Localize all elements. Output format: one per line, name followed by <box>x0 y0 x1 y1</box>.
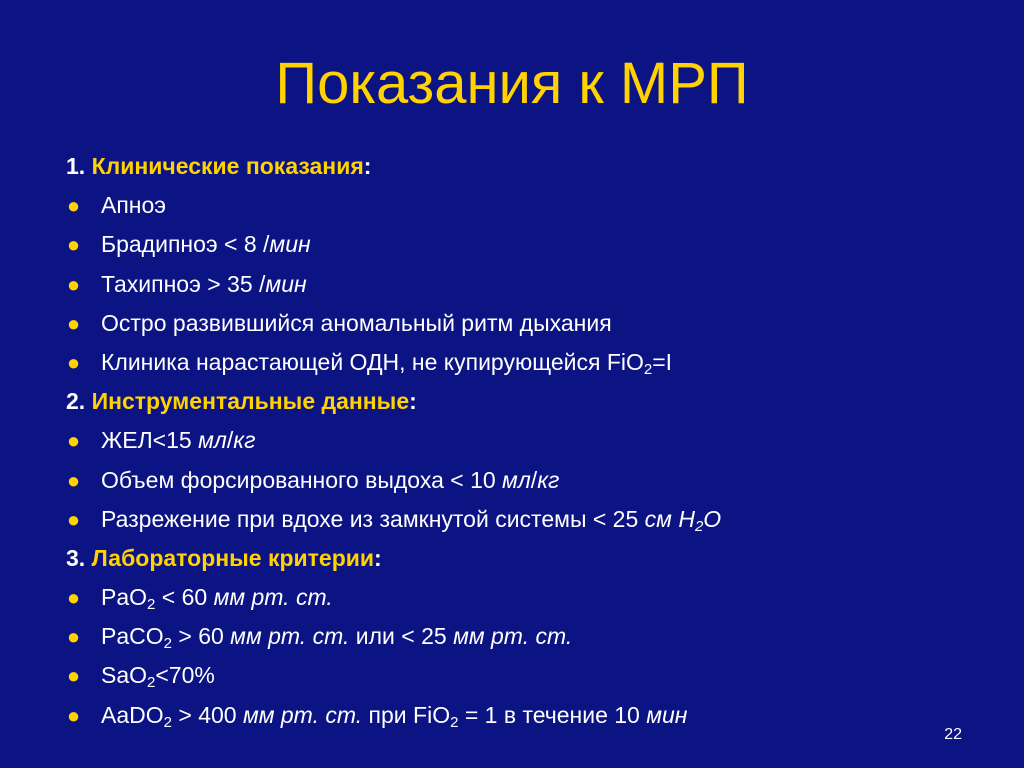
text-run: или < 25 <box>349 623 454 650</box>
bullet-dot-icon: ● <box>66 232 81 258</box>
subscript: 2 <box>694 517 704 535</box>
section-number: 3. <box>66 544 92 571</box>
italic-text: мм рт. ст. <box>242 701 363 728</box>
section-colon: : <box>409 388 417 415</box>
text-run: Тахипноэ > 35 / <box>101 270 266 297</box>
text-run: > 60 <box>171 623 231 650</box>
text-run: ЖЕЛ<15 <box>101 427 199 454</box>
list-item-text <box>101 186 166 225</box>
text-run: =I <box>652 348 673 375</box>
text-run: PaO <box>101 584 148 611</box>
slide-number: 22 <box>944 726 962 743</box>
list-item <box>66 578 996 617</box>
section-label: Клинические показания <box>91 153 364 179</box>
text-run: Остро развившийся аномальный ритм дыхания <box>101 309 612 336</box>
subscript: 2 <box>643 360 653 378</box>
list-item-text <box>101 304 612 343</box>
list-item-text <box>101 656 215 695</box>
subscript: 2 <box>450 713 459 731</box>
list-item <box>66 500 996 539</box>
bullet-dot-icon: ● <box>66 506 81 532</box>
text-run: Клиника нарастающей ОДН, не купирующейся FiO <box>101 348 644 375</box>
text-run: > 400 <box>171 701 243 728</box>
text-run: / <box>226 427 234 454</box>
section-label: Инструментальные данные <box>91 388 410 415</box>
italic-text: мл <box>502 466 531 493</box>
italic-text: мин <box>269 231 311 258</box>
list-item <box>66 617 996 656</box>
list-item <box>66 421 996 460</box>
list-item-text <box>101 343 672 382</box>
italic-text: мм рт. ст. <box>230 623 350 650</box>
bullet-dot-icon: ● <box>66 310 81 336</box>
list-item <box>66 225 996 264</box>
italic-text: мм рт. ст. <box>213 584 333 611</box>
subscript: 2 <box>163 635 172 653</box>
bullet-dot-icon: ● <box>66 663 81 689</box>
section-colon: : <box>363 153 372 179</box>
list-item <box>66 461 996 500</box>
bullet-dot-icon: ● <box>66 428 81 454</box>
italic-text: кг <box>233 427 256 454</box>
bullet-dot-icon: ● <box>66 702 81 728</box>
italic-text: мл <box>198 427 227 454</box>
text-run: Разрежение при вдохе из замкнутой системы < 25 <box>101 505 645 532</box>
list-item <box>66 265 996 304</box>
list-item-text <box>101 500 721 539</box>
slide-title: Показания к МРП <box>275 51 749 116</box>
section-heading <box>66 539 996 578</box>
bullet-dot-icon: ● <box>66 467 81 493</box>
bullet-dot-icon: ● <box>66 271 81 297</box>
list-item <box>66 696 996 735</box>
section-heading <box>66 147 996 186</box>
italic-text: кг <box>537 466 560 493</box>
list-item <box>66 304 996 343</box>
text-run: Брадипноэ < 8 / <box>101 231 270 258</box>
subscript: 2 <box>147 674 156 692</box>
list-item <box>66 186 996 225</box>
text-run: Объем форсированного выдоха < 10 <box>101 466 503 493</box>
italic-text: см H <box>644 505 695 532</box>
section-heading <box>66 382 996 421</box>
list-item <box>66 343 996 382</box>
italic-text: мин <box>265 270 307 297</box>
text-run: Апноэ <box>101 192 167 219</box>
list-item-text <box>101 617 572 656</box>
section-label: Лабораторные критерии <box>91 544 375 571</box>
list-item-text <box>101 696 687 735</box>
section-number: 2. <box>66 388 92 415</box>
text-run: PaCO <box>101 623 164 650</box>
list-item-text <box>101 461 559 500</box>
list-item-text <box>101 225 311 264</box>
subscript: 2 <box>163 713 172 731</box>
subscript: 2 <box>147 596 156 614</box>
text-run: AaDO <box>101 701 164 728</box>
bullet-dot-icon: ● <box>66 585 81 611</box>
list-item-text <box>101 265 307 304</box>
list-item <box>66 656 996 695</box>
text-run: <70% <box>155 662 215 689</box>
section-number: 1. <box>66 153 92 179</box>
bullet-dot-icon: ● <box>66 349 81 375</box>
italic-text: O <box>703 505 722 532</box>
bullet-dot-icon: ● <box>66 624 81 650</box>
text-run: = 1 в течение 10 <box>458 701 647 728</box>
slide-content <box>66 147 996 735</box>
text-run: SaO <box>101 662 148 689</box>
list-item-text <box>101 578 333 617</box>
italic-text: мин <box>646 701 688 728</box>
text-run: при FiO <box>362 701 451 728</box>
bullet-dot-icon: ● <box>66 193 81 219</box>
text-run: < 60 <box>155 584 214 611</box>
italic-text: мм рт. ст. <box>453 623 573 650</box>
list-item-text <box>101 421 255 460</box>
text-run: / <box>530 466 538 493</box>
section-colon: : <box>374 544 382 571</box>
